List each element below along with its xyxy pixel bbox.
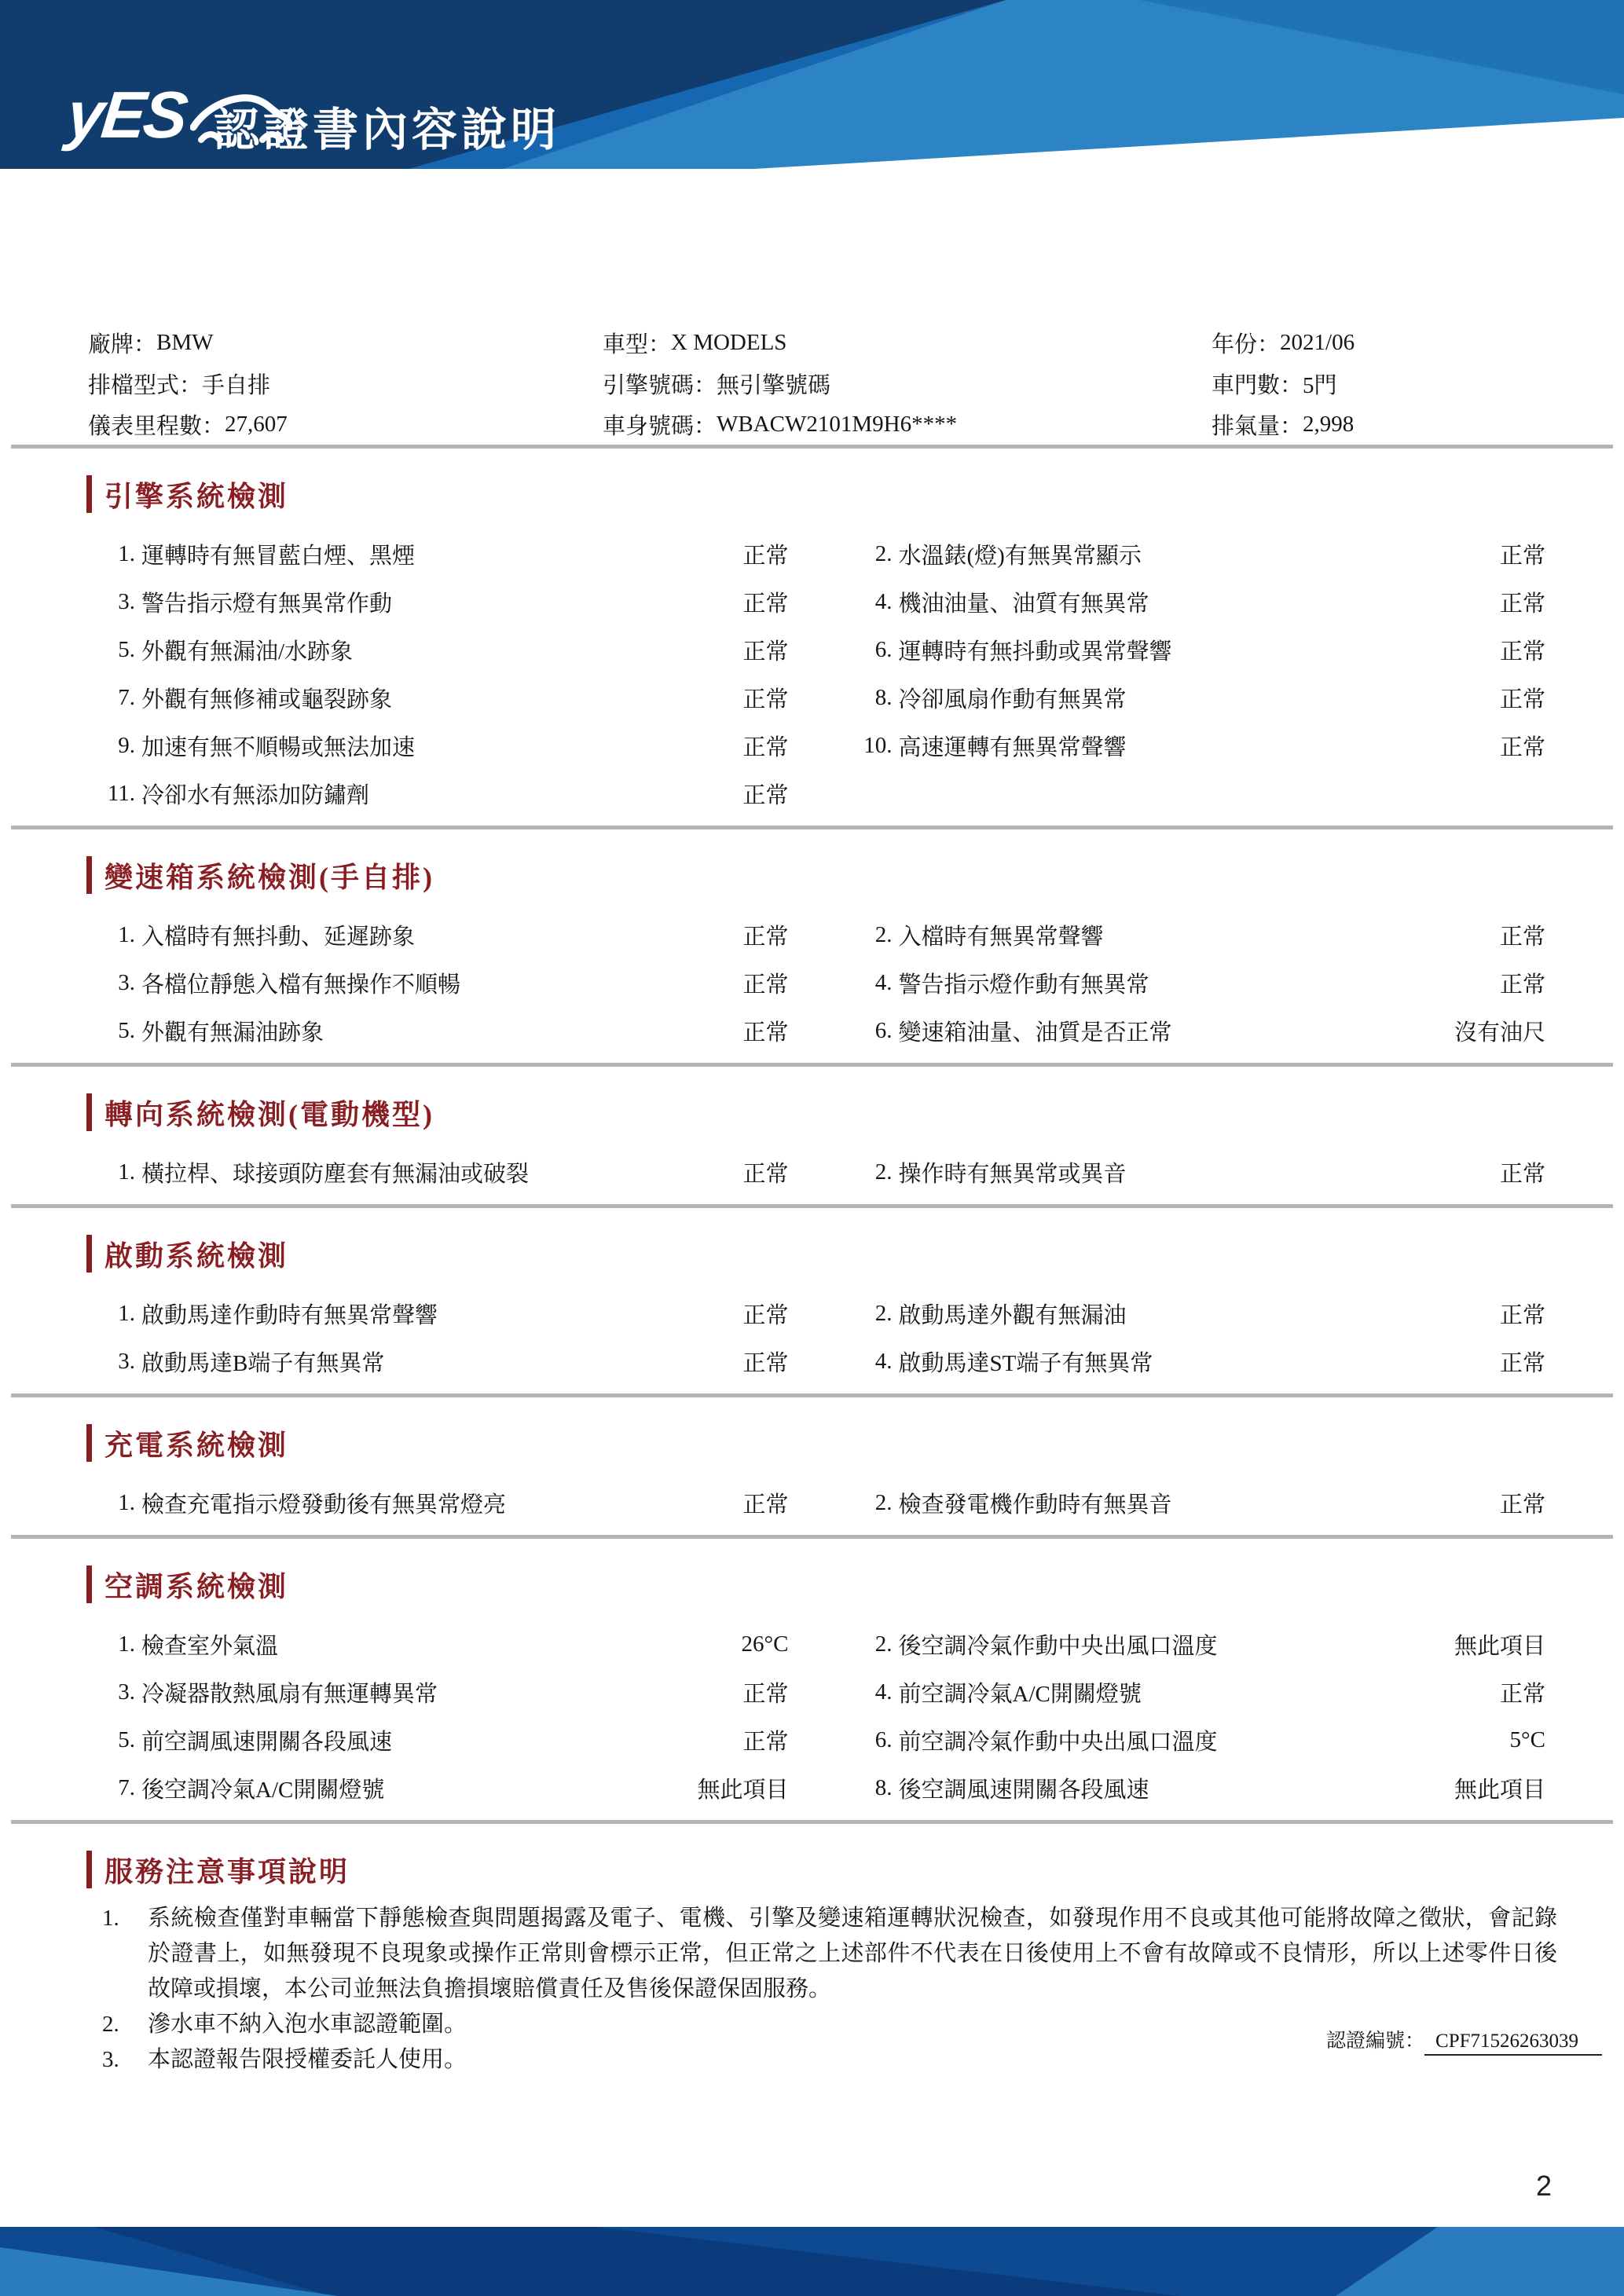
- inspection-item: [842, 722, 1546, 770]
- item-text: 前空調冷氣A/C開關燈號: [898, 1682, 1142, 1707]
- item-text: 警告指示燈有無異常作動: [141, 591, 393, 617]
- inspection-item: [85, 1479, 789, 1527]
- item-result: 正常: [1499, 1351, 1545, 1376]
- item-text: 入檔時有無抖動、延遲跡象: [141, 925, 416, 950]
- item-result: 正常: [1499, 1303, 1545, 1328]
- section-title-text: 啟動系統檢測: [104, 1240, 289, 1272]
- field-label: 車門數：: [1212, 372, 1303, 398]
- vehicle-info-field: [1212, 322, 1577, 363]
- field-label: 車身號碼：: [603, 413, 717, 439]
- inspection-item: [85, 911, 789, 959]
- section-title-text: 空調系統檢測: [104, 1570, 289, 1602]
- footer-banner: [0, 2227, 1624, 2296]
- section-title: [86, 1424, 1545, 1462]
- item-text: 後空調風速開關各段風速: [898, 1778, 1149, 1803]
- section-divider: [11, 1063, 1613, 1067]
- item-text: 啟動馬達作動時有無異常聲響: [141, 1303, 438, 1328]
- field-label: 排檔型式：: [88, 372, 203, 398]
- item-result: 正常: [1499, 1682, 1545, 1707]
- note-text: 系統檢查僅對車輛當下靜態檢查與問題揭露及電子、電機、引擎及變速箱運轉狀況檢查，如發現作用不良或其他可能將故障之徵狀，會記錄於證書上，如無發現不良現象或操作正常則會標示正常，但正常之上述部件不代表在日後使用上不會有故障或不良情形，所以上述零件日後故障或損壞，本公司並無法負擔損壞賠償責任及售後保證保固服務。: [148, 1906, 1557, 2001]
- field-value: WBACW2101M9H6****: [717, 411, 958, 437]
- vehicle-info-column: [1212, 322, 1577, 445]
- item-number: 2.: [874, 922, 893, 947]
- item-result: 正常: [1499, 687, 1545, 712]
- item-number: 3.: [118, 589, 135, 614]
- section-divider: [11, 1204, 1613, 1208]
- certificate-number-label: 認證編號：: [1326, 2031, 1425, 2052]
- inspection-item: [85, 1290, 789, 1338]
- note-text: 滲水車不納入泡水車認證範圍。: [148, 2012, 467, 2037]
- item-text: 外觀有無修補或龜裂跡象: [141, 687, 393, 712]
- item-number: 5.: [118, 1727, 135, 1752]
- item-number: 6.: [874, 637, 893, 662]
- section-divider: [11, 1820, 1613, 1824]
- item-text: 啟動馬達外觀有無漏油: [898, 1303, 1127, 1328]
- item-number: 8.: [874, 685, 893, 710]
- inspection-item: [842, 1338, 1546, 1386]
- item-result: 正常: [742, 544, 789, 569]
- section-title: [86, 1235, 1545, 1273]
- inspection-section: [0, 1235, 1624, 1397]
- section-title: [86, 1565, 1545, 1603]
- section-title-text: 充電系統檢測: [104, 1429, 289, 1461]
- item-result: 正常: [742, 1020, 789, 1045]
- inspection-section: [0, 475, 1624, 829]
- inspection-item: [85, 1620, 789, 1668]
- item-result: 正常: [742, 591, 789, 617]
- item-result: 正常: [742, 687, 789, 712]
- item-number: 11.: [107, 781, 135, 806]
- inspection-item: [85, 578, 789, 626]
- item-text: 機油油量、油質有無異常: [898, 591, 1149, 617]
- item-result: 正常: [742, 1730, 789, 1755]
- inspection-section: [0, 1565, 1624, 1824]
- item-text: 操作時有無異常或異音: [898, 1162, 1127, 1187]
- inspection-item: [85, 1716, 789, 1764]
- inspection-item: [842, 1007, 1546, 1055]
- field-value: 27,607: [225, 411, 288, 437]
- item-text: 檢查發電機作動時有無異音: [898, 1492, 1172, 1518]
- inspection-item: [842, 1668, 1546, 1716]
- item-text: 橫拉桿、球接頭防塵套有無漏油或破裂: [141, 1162, 530, 1187]
- field-value: X MODELS: [671, 329, 787, 355]
- inspection-item: [85, 959, 789, 1007]
- item-result: 正常: [1499, 972, 1545, 998]
- inspection-item: [842, 674, 1546, 722]
- inspection-item: [842, 626, 1546, 674]
- note-number: 3.: [102, 2047, 119, 2072]
- vehicle-info: [0, 314, 1624, 445]
- item-result: 正常: [1499, 1492, 1545, 1518]
- footer-geometry: [0, 2227, 1624, 2296]
- item-number: 3.: [118, 970, 135, 995]
- item-number: 2.: [874, 1301, 893, 1326]
- section-items-grid: [85, 1148, 1545, 1196]
- inspection-item: [842, 1479, 1546, 1527]
- item-number: 2.: [874, 541, 893, 566]
- item-text: 運轉時有無抖動或異常聲響: [898, 639, 1172, 665]
- certificate-number-line: [1326, 2025, 1602, 2056]
- header-banner: [0, 0, 1624, 169]
- item-result: 正常: [742, 1492, 789, 1518]
- inspection-item: [85, 722, 789, 770]
- item-text: 檢查室外氣溫: [141, 1634, 279, 1659]
- vehicle-info-field: [603, 322, 1212, 363]
- document-body: [0, 314, 1624, 2078]
- page-title: 認證書內容說明: [214, 104, 561, 156]
- inspection-section: [0, 856, 1624, 1067]
- item-text: 運轉時有無冒藍白煙、黑煙: [141, 544, 416, 569]
- item-number: 6.: [874, 1018, 893, 1043]
- vehicle-info-column: [603, 322, 1212, 445]
- inspection-item: [85, 770, 789, 818]
- section-title: [86, 1093, 1545, 1131]
- item-text: 冷卻水有無添加防鏽劑: [141, 783, 370, 808]
- item-text: 警告指示燈作動有無異常: [898, 972, 1149, 998]
- item-result: 無此項目: [1454, 1634, 1545, 1659]
- section-items-grid: [85, 1620, 1545, 1812]
- item-result: 正常: [1499, 735, 1545, 760]
- item-result: 正常: [1499, 925, 1545, 950]
- sections: [0, 475, 1624, 1824]
- item-result: 正常: [1499, 1162, 1545, 1187]
- item-text: 檢查充電指示燈發動後有無異常燈亮: [141, 1492, 507, 1518]
- item-result: 正常: [742, 639, 789, 665]
- item-text: 水溫錶(燈)有無異常顯示: [898, 544, 1142, 569]
- item-result: 正常: [742, 1682, 789, 1707]
- inspection-item: [85, 1007, 789, 1055]
- vehicle-info-field: [88, 322, 603, 363]
- field-value: 2021/06: [1280, 329, 1355, 355]
- note-text: 本認證報告限授權委託人使用。: [148, 2047, 467, 2072]
- section-items-grid: [85, 1290, 1545, 1386]
- vehicle-info-column: [88, 322, 603, 445]
- item-text: 前空調風速開關各段風速: [141, 1730, 393, 1755]
- item-result: 無此項目: [697, 1778, 789, 1803]
- item-number: 7.: [118, 1775, 135, 1800]
- inspection-item: [85, 626, 789, 674]
- inspection-item: [85, 530, 789, 578]
- item-number: 2.: [874, 1159, 893, 1185]
- inspection-item: [842, 1716, 1546, 1764]
- item-result: 正常: [1499, 639, 1545, 665]
- item-result: 正常: [742, 1162, 789, 1187]
- inspection-item: [842, 1764, 1546, 1812]
- item-number: 1.: [118, 1490, 135, 1515]
- item-text: 高速運轉有無異常聲響: [898, 735, 1127, 760]
- field-value: BMW: [156, 329, 214, 355]
- note-number: 2.: [102, 2012, 119, 2037]
- item-number: 3.: [118, 1349, 135, 1374]
- field-value: 無引擎號碼: [717, 372, 831, 398]
- inspection-item: [842, 530, 1546, 578]
- item-number: 6.: [874, 1727, 893, 1752]
- item-number: 5.: [118, 1018, 135, 1043]
- vehicle-info-field: [88, 363, 603, 404]
- item-number: 4.: [874, 1679, 893, 1705]
- item-text: 冷凝器散熱風扇有無運轉異常: [141, 1682, 438, 1707]
- item-number: 8.: [874, 1775, 893, 1800]
- item-result: 5°C: [1509, 1727, 1545, 1752]
- inspection-item: [85, 1338, 789, 1386]
- note-number: 1.: [102, 1906, 119, 1931]
- item-result: 正常: [1499, 591, 1545, 617]
- section-items-grid: [85, 1479, 1545, 1527]
- field-label: 引擎號碼：: [603, 372, 717, 398]
- item-result: 正常: [742, 925, 789, 950]
- section-title-text: 引擎系統檢測: [104, 480, 289, 512]
- page-number: 2: [1535, 2170, 1552, 2202]
- item-text: 冷卻風扇作動有無異常: [898, 687, 1127, 712]
- field-label: 車型：: [603, 331, 672, 357]
- item-number: 1.: [118, 1631, 135, 1657]
- item-text: 加速有無不順暢或無法加速: [141, 735, 416, 760]
- item-number: 1.: [118, 922, 135, 947]
- item-number: 4.: [874, 589, 893, 614]
- item-text: 後空調冷氣A/C開關燈號: [141, 1778, 385, 1803]
- section-items-grid: [85, 530, 1545, 818]
- item-number: 5.: [118, 637, 135, 662]
- section-divider: [11, 445, 1613, 449]
- item-number: 4.: [874, 1349, 893, 1374]
- item-number: 9.: [118, 733, 135, 758]
- field-label: 儀表里程數：: [88, 413, 225, 439]
- section-divider: [11, 1535, 1613, 1539]
- item-number: 1.: [118, 1159, 135, 1185]
- section-title-text: 轉向系統檢測(電動機型): [104, 1098, 434, 1130]
- inspection-item: [85, 1148, 789, 1196]
- item-text: 啟動馬達B端子有無異常: [141, 1351, 385, 1376]
- certificate-number-value: CPF71526263039: [1424, 2031, 1602, 2056]
- field-value: 2,998: [1303, 411, 1355, 437]
- field-label: 廠牌：: [88, 331, 157, 357]
- inspection-section: [0, 1093, 1624, 1208]
- note-item: [102, 1901, 1557, 2007]
- section-title: [86, 856, 1545, 894]
- item-number: 10.: [863, 733, 893, 758]
- vehicle-info-field: [88, 404, 603, 445]
- item-number: 7.: [118, 685, 135, 710]
- item-number: 3.: [118, 1679, 135, 1705]
- item-text: 外觀有無漏油/水跡象: [141, 639, 354, 665]
- item-text: 前空調冷氣作動中央出風口溫度: [898, 1730, 1218, 1755]
- item-result: 沒有油尺: [1454, 1020, 1545, 1045]
- vehicle-info-field: [1212, 363, 1577, 404]
- vehicle-info-field: [1212, 404, 1577, 445]
- inspection-item: [85, 1764, 789, 1812]
- inspection-item: [85, 674, 789, 722]
- inspection-item: [842, 959, 1546, 1007]
- field-label: 排氣量：: [1212, 413, 1303, 439]
- inspection-section: [0, 1424, 1624, 1539]
- item-number: 1.: [118, 541, 135, 566]
- item-text: 變速箱油量、油質是否正常: [898, 1020, 1172, 1045]
- section-title-text: 變速箱系統檢測(手自排): [104, 861, 434, 893]
- item-result: 正常: [1499, 544, 1545, 569]
- section-title: [86, 475, 1545, 513]
- item-result: 正常: [742, 735, 789, 760]
- item-number: 1.: [118, 1301, 135, 1326]
- vehicle-info-field: [603, 404, 1212, 445]
- yes-logo-text: yES: [64, 78, 189, 152]
- item-number: 2.: [874, 1631, 893, 1657]
- item-text: 外觀有無漏油跡象: [141, 1020, 324, 1045]
- notes-title-text: 服務注意事項說明: [104, 1855, 350, 1888]
- item-number: 2.: [874, 1490, 893, 1515]
- item-number: 4.: [874, 970, 893, 995]
- item-result: 正常: [742, 1303, 789, 1328]
- inspection-item: [842, 1290, 1546, 1338]
- item-text: 後空調冷氣作動中央出風口溫度: [898, 1634, 1218, 1659]
- inspection-item: [842, 911, 1546, 959]
- item-text: 啟動馬達ST端子有無異常: [898, 1351, 1153, 1376]
- inspection-item: [842, 1620, 1546, 1668]
- section-divider: [11, 1393, 1613, 1397]
- item-result: 正常: [742, 783, 789, 808]
- item-text: 各檔位靜態入檔有無操作不順暢: [141, 972, 461, 998]
- field-value: 手自排: [202, 372, 271, 398]
- notes-section-title: [86, 1851, 1545, 1888]
- vehicle-info-field: [603, 363, 1212, 404]
- section-items-grid: [85, 911, 1545, 1055]
- field-label: 年份：: [1212, 331, 1281, 357]
- item-result: 26°C: [741, 1631, 789, 1657]
- inspection-item: [842, 578, 1546, 626]
- section-divider: [11, 826, 1613, 829]
- item-result: 正常: [742, 972, 789, 998]
- item-result: 無此項目: [1454, 1778, 1545, 1803]
- inspection-item: [842, 1148, 1546, 1196]
- item-text: 入檔時有無異常聲響: [898, 925, 1104, 950]
- field-value: 5門: [1303, 372, 1337, 398]
- item-result: 正常: [742, 1351, 789, 1376]
- inspection-item: [85, 1668, 789, 1716]
